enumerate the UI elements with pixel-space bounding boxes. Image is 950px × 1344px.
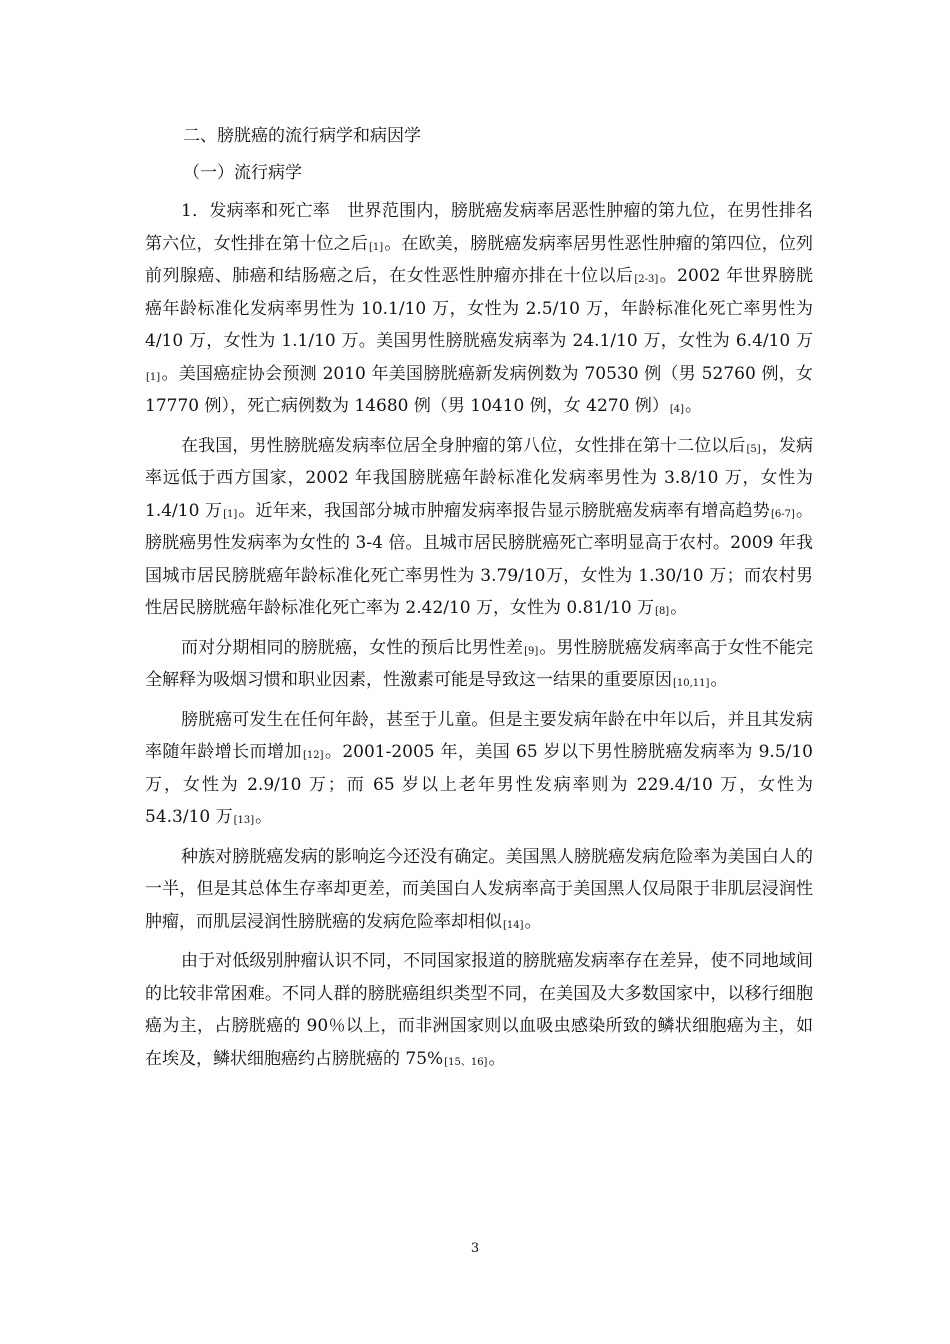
- paragraph-text: 膀胱癌可发生在任何年龄，甚至于儿童。但是主要发病年龄在中年以后，并且其发病率随年龄增长而增加: [145, 709, 813, 762]
- paragraph-text: 。: [670, 598, 688, 618]
- paragraph-text: 由于对低级别肿瘤认识不同，不同国家报道的膀胱癌发病率存在差异，使不同地域间的比较非常困难。不同人群的膀胱癌组织类型不同，在美国及大多数国家中，以移行细胞癌为主，占膀胱癌的 90％以上，而非洲国家则以血吸虫感染所致的鳞状细胞癌为主，如在埃及，鳞状细胞癌约占膀胱癌的 75%: [145, 951, 813, 1069]
- body-text: [145, 195, 813, 1075]
- paragraph-text: 。在欧美，膀胱癌发病率居男性恶性肿瘤的第四位，位列前列腺癌、肺癌和结肠癌之后，在女性恶性肿瘤亦排在十位以后: [145, 233, 814, 286]
- paragraph-text: ，发病率远低于西方国家，2002 年我国膀胱癌年龄标准化发病率男性为 3.8/10 万，女性为 1.4/10 万: [145, 435, 814, 521]
- page-number: 3: [470, 1241, 480, 1256]
- paragraph-text: 。2002 年世界膀胱癌年龄标准化发病率男性为 10.1/10 万，女性为 2.5/10 万，年龄标准化死亡率男性为 4/10 万，女性为 1.1/10 万。美国男性膀胱癌发病率为 24.1/10 万，女性为 6.4/10 万: [145, 266, 814, 351]
- citation-ref: [6-7]: [770, 508, 795, 520]
- paragraph: [145, 632, 813, 697]
- citation-ref: [13]: [233, 815, 255, 826]
- paragraph-text: 。膀胱癌男性发病率为女性的 3-4 倍。且城市居民膀胱癌死亡率明显高于农村。2009 年我国城市居民膀胱癌年龄标准化死亡率男性为 3.79/10万，女性为 1.30/10 万；而农村男性居民膀胱癌年龄标准化死亡率为 2.42/10 万，女性为 0.81/10 万: [145, 500, 813, 618]
- citation-ref: [9]: [524, 645, 539, 657]
- paragraph-text: 。2001-2005 年，美国 65 岁以下男性膀胱癌发病率为 9.5/10 万，女性为 2.9/10 万；而 65 岁以上老年男性发病率则为 229.4/10 万，女性为 54.3/10 万: [145, 742, 813, 827]
- paragraph-text: 。: [255, 807, 273, 827]
- citation-ref: [1]: [369, 241, 384, 253]
- paragraph-text: 。: [710, 670, 728, 690]
- paragraph: [145, 704, 813, 834]
- citation-ref: [12]: [302, 750, 324, 761]
- citation-ref: [2-3]: [634, 274, 659, 285]
- citation-ref: [8]: [655, 606, 670, 617]
- citation-ref: [5]: [746, 443, 761, 455]
- paragraph-text: 。: [488, 1048, 506, 1069]
- paragraph-text: 1．发病率和死亡率 世界范围内，膀胱癌发病率居恶性肿瘤的第九位，在男性排名第六位，女性排在第十位之后: [145, 201, 813, 254]
- paragraph-text: 而对分期相同的膀胱癌，女性的预后比男性差: [181, 637, 524, 658]
- citation-ref: [1]: [223, 508, 238, 520]
- paragraph-text: 种族对膀胱癌发病的影响迄今还没有确定。美国黑人膀胱癌发病危险率为美国白人的一半，但是其总体生存率却更差，而美国白人发病率高于美国黑人仅局限于非肌层浸润性肿瘤，而肌层浸润性膀胱癌的发病危险率却相似: [145, 846, 813, 932]
- citation-ref: [14]: [503, 919, 524, 931]
- paragraph-text: 。: [524, 911, 542, 932]
- paragraph-text: 在我国，男性膀胱癌发病率位居全身肿瘤的第八位，女性排在第十二位以后: [181, 435, 746, 456]
- subsection-heading: （一）流行病学: [183, 163, 302, 183]
- paragraph-text: 。男性膀胱癌发病率高于女性不能完全解释为吸烟习惯和职业因素，性激素可能是导致这一结果的重要原因: [145, 637, 814, 690]
- citation-ref: [1]: [146, 371, 161, 383]
- citation-ref: [10,11]: [673, 678, 710, 689]
- citation-ref: [4]: [669, 404, 685, 415]
- citation-ref: [15、16]: [444, 1056, 488, 1068]
- paragraph: [145, 430, 813, 625]
- paragraph-text: 。美国癌症协会预测 2010 年美国膀胱癌新发病例数为 70530 例（男 52760 例，女 17770 例），死亡病例数为 14680 例（男 10410 例，女 4270 例）: [145, 363, 813, 416]
- paragraph: [145, 945, 813, 1075]
- paragraph: [145, 841, 813, 939]
- section-heading: 二、膀胱癌的流行病学和病因学: [183, 126, 421, 146]
- paragraph-text: 。: [685, 396, 703, 416]
- paragraph: [145, 195, 813, 423]
- paragraph-text: 。近年来，我国部分城市肿瘤发病率报告显示膀胱癌发病率有增高趋势: [238, 500, 770, 521]
